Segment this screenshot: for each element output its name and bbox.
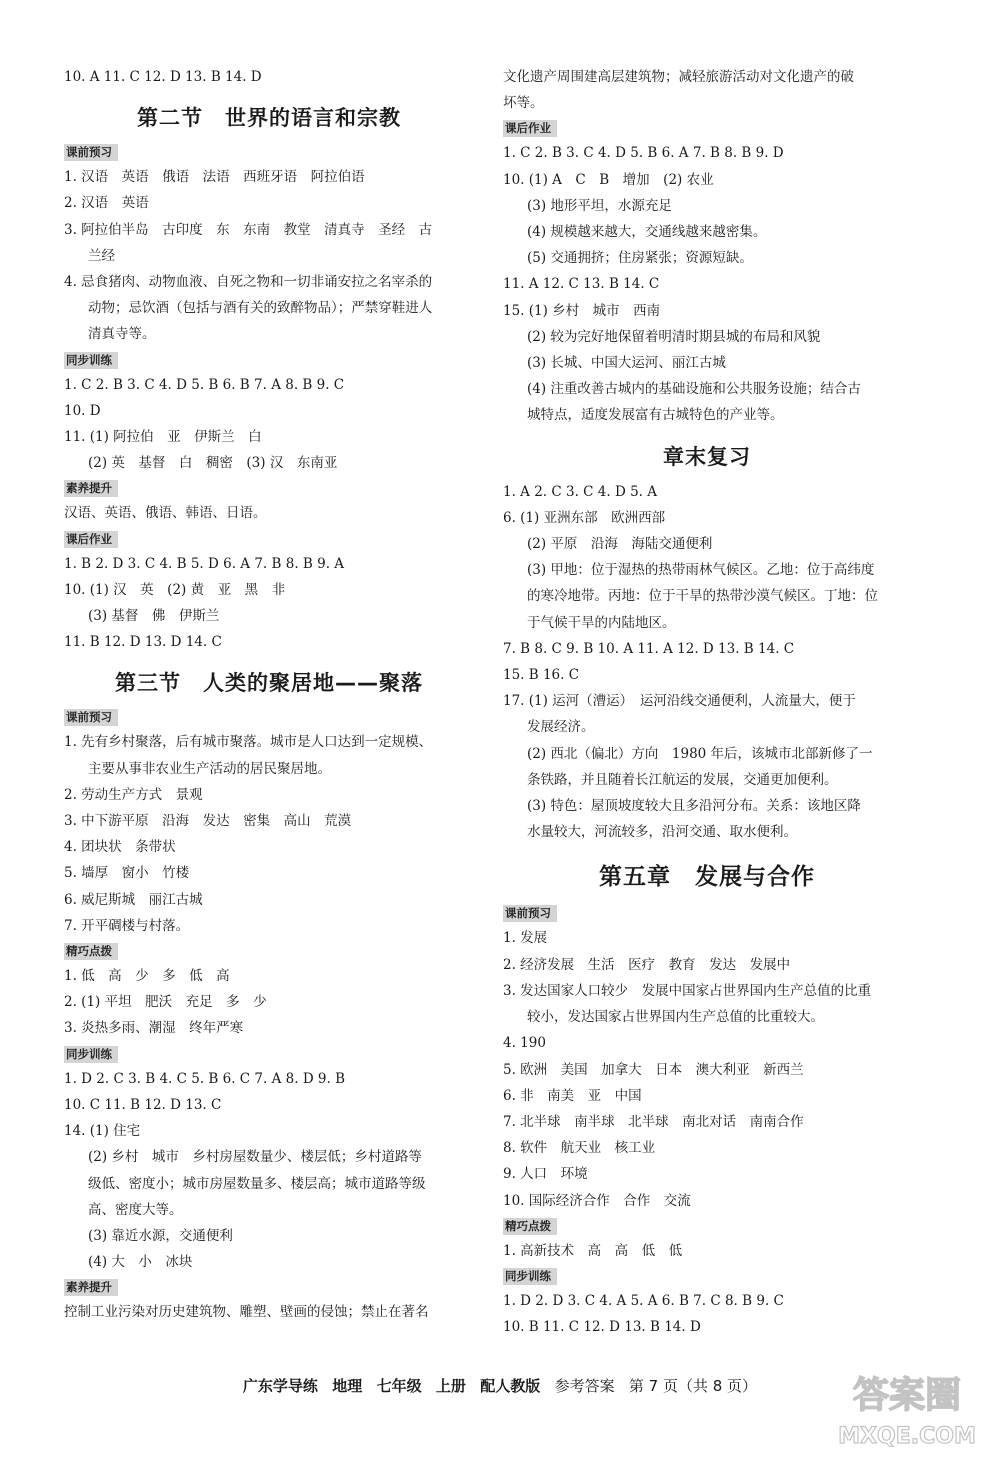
answer-line: 汉语、英语、俄语、韩语、日语。 [64,505,267,522]
answer-line: 2. 经济发展 生活 医疗 教育 发达 发展中 [503,956,791,973]
section-tag-homework: 课后作业 [503,120,557,137]
answer-line: (3) 基督 佛 伊斯兰 [88,608,220,625]
section-tag-sync: 同步训练 [503,1268,557,1285]
left-column [64,64,474,1326]
answer-line: 1. 汉语 英语 俄语 法语 西班牙语 阿拉伯语 [64,169,365,186]
answer-line: 7. B 8. C 9. B 10. A 11. A 12. D 13. B 14. C [503,640,795,657]
watermark-logo [832,1357,982,1457]
footer-volume: 上册 [435,1377,466,1395]
answer-line: (3) 特色：屋顶坡度较大且多沿河分布。关系：该地区降 [527,798,861,815]
answer-line: 10. 国际经济合作 合作 交流 [503,1192,691,1209]
answer-line: 4. 190 [503,1035,546,1052]
answer-line: 1. 发展 [503,930,548,947]
answer-line: 3. 中下游平原 沿海 发达 密集 高山 荒漠 [64,813,352,830]
answer-line: 1. D 2. D 3. C 4. A 5. A 6. B 7. C 8. B 9. C [503,1292,784,1309]
answer-line: 发展经济。 [527,719,595,736]
answer-line: 2. 汉语 英语 [64,195,149,212]
footer-grade: 七年级 [376,1377,422,1395]
section-title: 第二节 世界的语言和宗教 [137,106,401,131]
answer-line: 5. 墙厚 窗小 竹楼 [64,865,190,882]
answer-line: 3. 炎热多雨、潮湿 终年严寒 [64,1020,244,1037]
answer-block [64,963,474,1042]
answer-line: 10. A 11. C 12. D 13. B 14. D [64,69,262,85]
answer-line: 2. 劳动生产方式 景观 [64,786,203,803]
answer-line: 1. 先有乡村聚落，后有城市聚落。城市是人口达到一定规模、 [64,734,433,751]
answer-line: 主要从事非农业生产活动的居民聚居地。 [88,760,331,777]
answer-line: (2) 英 基督 白 稠密 (3) 汉 东南亚 [88,455,338,472]
answer-line: 1. C 2. B 3. C 4. D 5. B 6. B 7. A 8. B 9. C [64,376,345,393]
answer-block [503,925,911,1213]
section-tag-homework: 课后作业 [64,531,118,548]
answer-line: 条铁路，并且随着长江航运的发展，交通更加便利。 [527,771,838,788]
answer-line: (3) 甲地：位于湿热的热带雨林气候区。乙地：位于高纬度 [527,562,875,579]
footer-section: 参考答案 [554,1377,615,1395]
answer-line: 7. 开平碉楼与村落。 [64,917,190,934]
answer-line: 8. 软件 航天业 核工业 [503,1140,656,1157]
answer-line: 9. 人口 环境 [503,1166,588,1183]
footer-page-number: 第 7 页（共 8 页） [628,1377,758,1395]
answer-line: 11. A 12. C 13. B 14. C [503,276,660,293]
answer-line: (4) 规模越来越大，交通线越来越密集。 [527,224,767,241]
answer-line: (2) 平原 沿海 海陆交通便利 [527,536,713,553]
answer-line: 11. (1) 阿拉伯 亚 伊斯兰 白 [64,429,262,446]
answer-block [503,140,911,428]
answer-block [503,479,911,846]
section-tag-tips: 精巧点拨 [503,1218,557,1235]
answer-line: 5. 欧洲 美国 加拿大 日本 澳大利亚 新西兰 [503,1061,804,1078]
answer-line: (2) 乡村 城市 乡村房屋数量少、楼层低；乡村道路等 [88,1149,422,1166]
section-tag-sync: 同步训练 [64,352,118,369]
answer-line: 1. 高新技术 高 高 低 低 [503,1242,683,1259]
chapter-title: 第五章 发展与合作 [599,864,815,891]
answer-line: 10. B 11. C 12. D 13. B 14. D [503,1319,701,1336]
answer-line: 高、密度大等。 [88,1201,183,1218]
answer-line: 清真寺等。 [88,326,156,343]
answer-line: 15. B 16. C [503,667,580,684]
answer-line: 7. 北半球 南半球 北半球 南北对话 南南合作 [503,1113,804,1130]
answer-line: 于气候干旱的内陆地区。 [527,614,676,631]
answer-line: 3. 阿拉伯半岛 古印度 东 东南 教堂 清真寺 圣经 古 [64,221,433,238]
answer-line: 6. (1) 亚洲东部 欧洲西部 [503,509,666,526]
answer-line: (3) 地形平坦，水源充足 [527,197,672,214]
answer-line: (3) 靠近水源，交通便利 [88,1227,233,1244]
answer-line: (2) 较为完好地保留着明清时期县城的布局和风貌 [527,328,821,345]
answer-block [64,164,474,347]
right-column [503,64,911,1340]
answer-line: (4) 大 小 冰块 [88,1254,193,1271]
section-tag-sync: 同步训练 [64,1046,118,1063]
section-tag-preview: 课前预习 [64,144,118,161]
answer-block [64,729,474,939]
answer-line: 6. 威尼斯城 丽江古城 [64,891,203,908]
answer-block [64,551,474,656]
answer-line: 17. (1) 运河（漕运） 运河沿线交通便利，人流量大，便于 [503,693,856,710]
answer-block [503,1288,911,1340]
answer-line: 城特点，适度发展富有古城特色的产业等。 [527,407,784,424]
answer-line: 1. C 2. B 3. C 4. D 5. B 6. A 7. B 8. B 9. D [503,145,784,162]
watermark-text-cn: 答案圈 [852,1375,962,1416]
watermark-text-en: MXQE.COM [838,1424,976,1449]
footer-book-title: 广东学导练 [242,1377,318,1395]
answer-line: 1. D 2. C 3. B 4. C 5. B 6. C 7. A 8. D 9. B [64,1070,346,1087]
answer-line: 级低、密度小；城市房屋数量多、楼层高；城市道路等级 [88,1175,426,1192]
answer-line: 11. B 12. D 13. D 14. C [64,634,222,651]
answer-line: 文化遗产周围建高层建筑物；减轻旅游活动对文化遗产的破 [503,69,854,85]
answer-line: 控制工业污染对历史建筑物、雕塑、壁画的侵蚀；禁止在著名 [64,1304,429,1321]
section-title: 第三节 人类的聚居地——聚落 [115,671,423,696]
answer-line: 兰经 [88,247,115,264]
answer-line: 6. 非 南美 亚 中国 [503,1087,642,1104]
answer-line: 10. (1) A C B 增加 (2) 农业 [503,171,714,188]
answer-line: 较小，发达国家占世界国内生产总值的比重较大。 [527,1009,824,1026]
section-tag-preview: 课前预习 [64,709,118,726]
answer-line: 15. (1) 乡村 城市 西南 [503,302,661,319]
answer-line: 坏等。 [503,95,544,112]
answer-line: 4. 忌食猪肉、动物血液、自死之物和一切非诵安拉之名宰杀的 [64,274,433,291]
answer-line: 2. (1) 平坦 肥沃 充足 多 少 [64,994,267,1011]
answer-line: 10. (1) 汉 英 (2) 黄 亚 黑 非 [64,581,286,598]
section-tag-quality: 素养提升 [64,480,118,497]
answer-block [64,1066,474,1276]
footer-edition: 配人教版 [480,1377,541,1395]
answer-line: 1. 低 高 少 多 低 高 [64,968,230,985]
section-title: 章末复习 [663,444,751,469]
answer-line: 动物；忌饮酒（包括与酒有关的致醉物品）；严禁穿鞋进人 [88,300,433,317]
answer-line: 3. 发达国家人口较少 发展中国家占世界国内生产总值的比重 [503,982,872,999]
answer-line: 4. 团块状 条带状 [64,839,176,856]
answer-line: (2) 西北（偏北）方向 1980 年后，该城市北部新修了一 [527,745,873,762]
answer-line: 1. B 2. D 3. C 4. B 5. D 6. A 7. B 8. B 9. A [64,555,345,572]
section-tag-preview: 课前预习 [503,905,557,922]
answer-line: (5) 交通拥挤；住房紧张；资源短缺。 [527,250,753,267]
section-tag-quality: 素养提升 [64,1279,118,1296]
answer-line: 1. A 2. C 3. C 4. D 5. A [503,483,658,500]
answer-line: 10. D [64,402,101,419]
answer-line: 的寒冷地带。丙地：位于干旱的热带沙漠气候区。丁地：位 [527,588,878,605]
footer-subject: 地理 [332,1377,363,1395]
answer-line: 14. (1) 住宅 [64,1123,141,1140]
answer-line: (4) 注重改善古城内的基础设施和公共服务设施；结合古 [527,381,861,398]
answer-line: (3) 长城、中国大运河、丽江古城 [527,355,726,372]
section-tag-tips: 精巧点拨 [64,943,118,960]
answer-block [64,372,474,477]
answer-line: 10. C 11. B 12. D 13. C [64,1096,222,1113]
answer-line: 水量较大，河流较多，沿河交通、取水便利。 [527,824,797,841]
